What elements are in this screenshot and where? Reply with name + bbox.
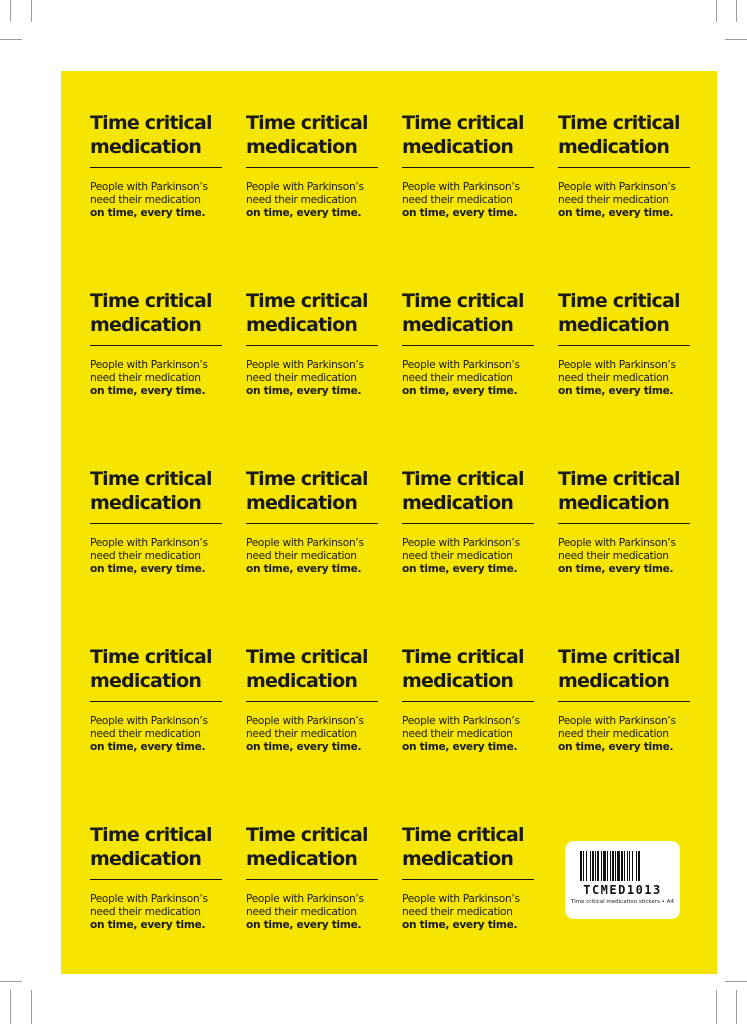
- sticker-body-line: People with Parkinson’s: [246, 537, 364, 549]
- sticker-body-line: need their medication: [402, 906, 513, 918]
- sticker-title-line: Time critical: [90, 112, 212, 134]
- sticker-title-line: Time critical: [558, 290, 680, 312]
- sticker-title: [90, 289, 230, 337]
- sticker-body-emphasis: on time, every time.: [558, 741, 674, 753]
- barcode-bar: [629, 851, 630, 881]
- sticker-title-line: medication: [246, 670, 358, 692]
- crop-mark: [716, 990, 717, 1024]
- sticker-body-line: People with Parkinson’s: [558, 715, 676, 727]
- sticker-title: [90, 645, 230, 693]
- sticker-title: [90, 823, 230, 871]
- sticker: [90, 289, 230, 449]
- sticker-body-emphasis: on time, every time.: [90, 563, 206, 575]
- sticker-body: [246, 181, 386, 220]
- sticker-body-line: need their medication: [246, 550, 357, 562]
- sticker-body-emphasis: on time, every time.: [558, 385, 674, 397]
- sticker-body-line: People with Parkinson’s: [90, 537, 208, 549]
- sticker-title-line: Time critical: [90, 468, 212, 490]
- sticker-title-line: medication: [402, 314, 514, 336]
- divider: [90, 167, 222, 168]
- sticker-body-line: People with Parkinson’s: [402, 359, 520, 371]
- sticker-title-line: medication: [90, 848, 202, 870]
- sticker-body-line: need their medication: [558, 194, 669, 206]
- sticker-title-line: medication: [246, 314, 358, 336]
- sticker: [558, 467, 698, 627]
- sticker-body-line: People with Parkinson’s: [402, 537, 520, 549]
- sticker: [402, 289, 542, 449]
- divider: [246, 879, 378, 880]
- barcode-bar: [624, 851, 625, 881]
- sticker-title-line: medication: [246, 848, 358, 870]
- sticker-body-line: need their medication: [246, 728, 357, 740]
- sticker-title-line: Time critical: [558, 468, 680, 490]
- sticker-body-emphasis: on time, every time.: [246, 207, 362, 219]
- sticker-title: [90, 111, 230, 159]
- sticker-title: [402, 823, 542, 871]
- sticker-title-line: Time critical: [246, 646, 368, 668]
- barcode-bar: [595, 851, 596, 881]
- sticker-body-emphasis: on time, every time.: [402, 919, 518, 931]
- sticker-body: [402, 359, 542, 398]
- sticker-body-line: need their medication: [558, 372, 669, 384]
- crop-mark: [10, 0, 11, 22]
- sticker-title-line: medication: [246, 136, 358, 158]
- sticker-title-line: Time critical: [246, 112, 368, 134]
- sticker-body-line: People with Parkinson’s: [402, 893, 520, 905]
- barcode-bar: [636, 851, 637, 881]
- sticker-body-line: People with Parkinson’s: [246, 181, 364, 193]
- barcode-bar: [590, 851, 591, 881]
- sticker-body-emphasis: on time, every time.: [558, 563, 674, 575]
- sticker-body-emphasis: on time, every time.: [402, 207, 518, 219]
- divider: [402, 345, 534, 346]
- sticker-title-line: medication: [90, 314, 202, 336]
- sticker-title-line: medication: [402, 848, 514, 870]
- sticker-title: [558, 289, 698, 337]
- sticker: [558, 289, 698, 449]
- sticker-body-line: need their medication: [90, 728, 201, 740]
- sticker-body-line: need their medication: [402, 728, 513, 740]
- sticker: [558, 645, 698, 805]
- sticker-body: [246, 893, 386, 932]
- sticker-body-emphasis: on time, every time.: [90, 741, 206, 753]
- sticker-body: [90, 893, 230, 932]
- sticker-title-line: Time critical: [402, 468, 524, 490]
- barcode-icon: [580, 851, 665, 881]
- sticker-body-line: People with Parkinson’s: [90, 893, 208, 905]
- sticker: [246, 467, 386, 627]
- sticker-title: [246, 289, 386, 337]
- sticker-body-line: need their medication: [90, 194, 201, 206]
- sticker-body: [246, 359, 386, 398]
- barcode-bar: [597, 851, 599, 881]
- sticker-title-line: Time critical: [402, 112, 524, 134]
- crop-mark: [725, 981, 747, 982]
- crop-mark: [736, 0, 737, 22]
- divider: [558, 167, 690, 168]
- sticker-title-line: Time critical: [558, 112, 680, 134]
- sticker-title-line: Time critical: [558, 646, 680, 668]
- barcode-bar: [627, 851, 628, 881]
- sticker-body-line: People with Parkinson’s: [246, 359, 364, 371]
- sticker-title-line: medication: [558, 314, 670, 336]
- sticker-title-line: medication: [558, 670, 670, 692]
- barcode-bar: [638, 851, 640, 881]
- sticker: [90, 645, 230, 805]
- barcode-label: [565, 841, 680, 919]
- sticker: [90, 823, 230, 983]
- sticker-body: [558, 715, 698, 754]
- sticker-title: [246, 823, 386, 871]
- sticker-body-line: need their medication: [246, 906, 357, 918]
- sticker-body: [90, 537, 230, 576]
- crop-mark: [736, 990, 737, 1024]
- divider: [402, 879, 534, 880]
- crop-mark: [31, 0, 32, 22]
- crop-mark: [31, 990, 32, 1024]
- sticker-body: [90, 359, 230, 398]
- sticker-body-line: People with Parkinson’s: [558, 181, 676, 193]
- sticker-title-line: medication: [402, 136, 514, 158]
- sticker-title: [246, 111, 386, 159]
- divider: [558, 523, 690, 524]
- divider: [402, 523, 534, 524]
- sticker-title-line: medication: [90, 136, 202, 158]
- divider: [90, 345, 222, 346]
- sticker-title-line: Time critical: [246, 290, 368, 312]
- divider: [402, 701, 534, 702]
- barcode-bar: [610, 851, 611, 881]
- sticker-body: [246, 715, 386, 754]
- sticker-body: [90, 715, 230, 754]
- sticker-title-line: Time critical: [90, 646, 212, 668]
- crop-mark: [10, 990, 11, 1024]
- sticker-title-line: medication: [558, 136, 670, 158]
- sticker-title-line: Time critical: [402, 824, 524, 846]
- sticker-body: [402, 181, 542, 220]
- barcode-bar: [607, 851, 608, 881]
- divider: [90, 701, 222, 702]
- sticker-body-emphasis: on time, every time.: [558, 207, 674, 219]
- sticker-body-line: need their medication: [558, 728, 669, 740]
- sticker: [402, 823, 542, 983]
- sticker-body-line: People with Parkinson’s: [558, 359, 676, 371]
- sticker-body-emphasis: on time, every time.: [90, 385, 206, 397]
- sticker-body-emphasis: on time, every time.: [246, 919, 362, 931]
- divider: [246, 701, 378, 702]
- divider: [558, 345, 690, 346]
- barcode-bar: [586, 851, 587, 881]
- sticker: [246, 289, 386, 449]
- sticker: [246, 111, 386, 271]
- divider: [402, 167, 534, 168]
- sticker-title: [246, 467, 386, 515]
- sticker-title: [402, 645, 542, 693]
- sticker-body-line: need their medication: [402, 194, 513, 206]
- sticker-title-line: medication: [90, 670, 202, 692]
- sticker-title-line: Time critical: [246, 468, 368, 490]
- sticker-body-emphasis: on time, every time.: [90, 919, 206, 931]
- barcode-bar: [603, 851, 606, 881]
- sticker-title-line: medication: [558, 492, 670, 514]
- sticker-body-line: People with Parkinson’s: [558, 537, 676, 549]
- sticker-body: [246, 537, 386, 576]
- sticker-body-emphasis: on time, every time.: [246, 563, 362, 575]
- sticker-body: [558, 181, 698, 220]
- sticker: [90, 111, 230, 271]
- sticker-title-line: medication: [402, 492, 514, 514]
- sticker-body-emphasis: on time, every time.: [402, 385, 518, 397]
- sticker-title-line: Time critical: [90, 290, 212, 312]
- sticker-body-line: People with Parkinson’s: [246, 893, 364, 905]
- barcode-bar: [632, 851, 633, 881]
- divider: [90, 523, 222, 524]
- sticker-body: [558, 537, 698, 576]
- barcode-bar: [615, 851, 616, 881]
- barcode-bar: [583, 851, 584, 881]
- sticker-body: [402, 537, 542, 576]
- sticker-body-line: People with Parkinson’s: [402, 715, 520, 727]
- sticker-body-line: People with Parkinson’s: [402, 181, 520, 193]
- sticker: [402, 111, 542, 271]
- sticker-title-line: medication: [90, 492, 202, 514]
- sticker: [402, 467, 542, 627]
- sticker-body: [558, 359, 698, 398]
- sticker-body-line: People with Parkinson’s: [90, 359, 208, 371]
- sticker-title-line: Time critical: [90, 824, 212, 846]
- crop-mark: [0, 981, 22, 982]
- sticker-body-line: need their medication: [246, 372, 357, 384]
- sticker-title: [402, 467, 542, 515]
- sticker-body-line: People with Parkinson’s: [90, 181, 208, 193]
- crop-mark: [716, 0, 717, 22]
- sticker-title: [90, 467, 230, 515]
- sticker-title-line: Time critical: [246, 824, 368, 846]
- sticker-title-line: medication: [402, 670, 514, 692]
- barcode-bar: [612, 851, 614, 881]
- sticker-body-line: need their medication: [90, 372, 201, 384]
- sticker-body-emphasis: on time, every time.: [402, 741, 518, 753]
- sticker-body: [402, 893, 542, 932]
- crop-mark: [0, 39, 22, 40]
- sticker-body-line: People with Parkinson’s: [246, 715, 364, 727]
- sticker: [90, 467, 230, 627]
- sticker-title: [558, 645, 698, 693]
- sticker-title-line: medication: [246, 492, 358, 514]
- sticker-body: [90, 181, 230, 220]
- sticker-body-emphasis: on time, every time.: [246, 741, 362, 753]
- divider: [90, 879, 222, 880]
- sticker: [558, 111, 698, 271]
- sticker-title-line: Time critical: [402, 646, 524, 668]
- sticker: [246, 823, 386, 983]
- product-code: TCMED1013: [583, 883, 662, 897]
- sticker-title: [402, 289, 542, 337]
- crop-mark: [725, 39, 747, 40]
- sticker: [246, 645, 386, 805]
- divider: [246, 345, 378, 346]
- sticker-body-emphasis: on time, every time.: [402, 563, 518, 575]
- divider: [246, 167, 378, 168]
- barcode-bar: [592, 851, 594, 881]
- sticker-body-line: People with Parkinson’s: [90, 715, 208, 727]
- sticker-title: [558, 467, 698, 515]
- sticker: [402, 645, 542, 805]
- sticker-body: [402, 715, 542, 754]
- divider: [246, 523, 378, 524]
- divider: [558, 701, 690, 702]
- sticker-title: [558, 111, 698, 159]
- sticker-body-line: need their medication: [402, 372, 513, 384]
- product-caption: Time critical medication stickers • A4: [571, 899, 674, 905]
- barcode-bar: [580, 851, 582, 881]
- sticker-title-line: Time critical: [402, 290, 524, 312]
- sticker-body-emphasis: on time, every time.: [246, 385, 362, 397]
- barcode-bar: [617, 851, 620, 881]
- sticker-body-line: need their medication: [90, 906, 201, 918]
- sticker-title: [246, 645, 386, 693]
- barcode-bar: [621, 851, 623, 881]
- sticker-body-line: need their medication: [558, 550, 669, 562]
- sticker-body-line: need their medication: [402, 550, 513, 562]
- sticker-body-line: need their medication: [246, 194, 357, 206]
- sticker-body-emphasis: on time, every time.: [90, 207, 206, 219]
- sticker-title: [402, 111, 542, 159]
- sticker-body-line: need their medication: [90, 550, 201, 562]
- barcode-bar: [601, 851, 602, 881]
